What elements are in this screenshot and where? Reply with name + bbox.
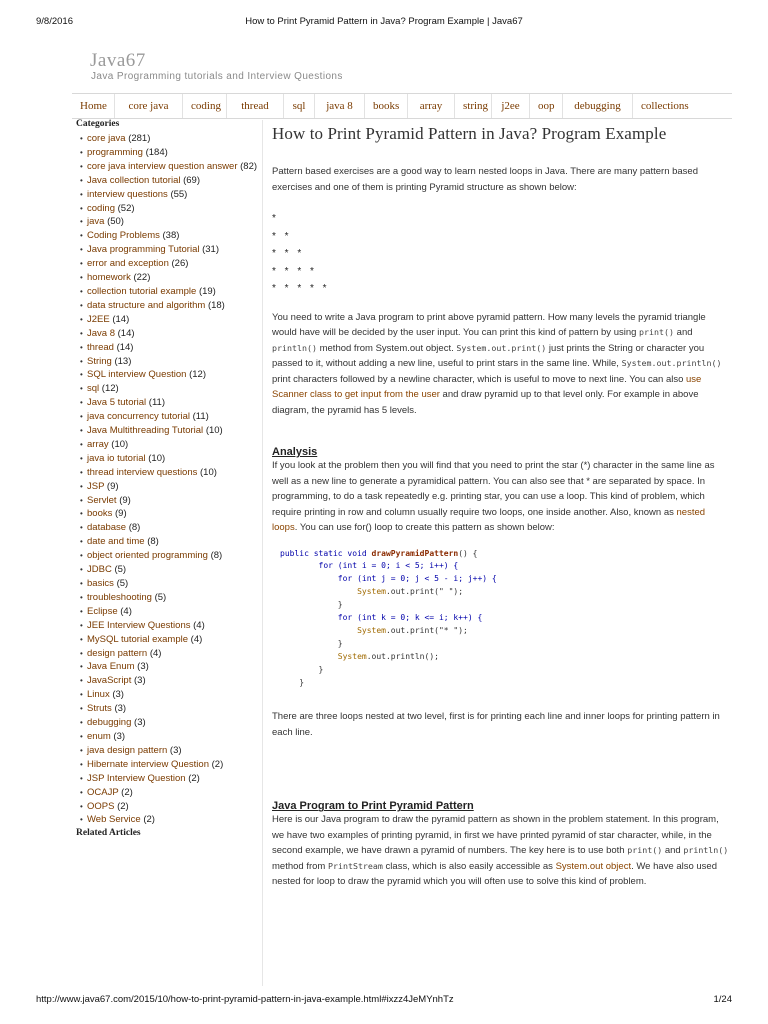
category-item (80, 174, 262, 188)
system-out-link[interactable]: System.out object (555, 860, 632, 872)
code-line: System.out.print(" "); (357, 587, 464, 597)
category-link[interactable]: error and exception (87, 258, 169, 270)
category-count: (8) (210, 550, 223, 562)
bullet-icon: • (80, 259, 83, 269)
category-item (80, 229, 262, 243)
nav-thread[interactable]: thread (227, 94, 284, 118)
category-count: (11) (192, 411, 209, 423)
nav-oop[interactable]: oop (530, 94, 563, 118)
category-link[interactable]: thread (87, 341, 114, 353)
category-link[interactable]: interview questions (87, 188, 168, 200)
category-item (80, 313, 262, 327)
code-block (272, 548, 732, 690)
category-link[interactable]: Hibernate interview Question (87, 758, 209, 770)
bullet-icon: • (80, 662, 83, 672)
category-item (80, 800, 262, 814)
analysis-heading: Analysis (272, 446, 318, 458)
category-link[interactable]: java concurrency tutorial (87, 411, 190, 423)
category-count: (14) (117, 327, 135, 339)
category-list (72, 132, 262, 827)
bullet-icon: • (80, 161, 83, 171)
intro-paragraph: Pattern based exercises are a good way to learn nested loops in Java. There are many pattern based exercises and one of them is printing Pyramid structure as shown below: (272, 166, 698, 193)
category-link[interactable]: date and time (87, 536, 145, 548)
bullet-icon: • (80, 453, 83, 463)
category-item (80, 271, 262, 285)
bullet-icon: • (80, 356, 83, 366)
nav-home[interactable]: Home (72, 94, 115, 118)
bullet-icon: • (80, 481, 83, 491)
bullet-icon: • (80, 523, 83, 533)
category-link[interactable]: homework (87, 272, 131, 284)
bullet-icon: • (80, 300, 83, 310)
category-link[interactable]: Coding Problems (87, 230, 160, 242)
code-line: for (int j = 0; j < 5 - i; j++) { (280, 574, 497, 584)
category-item (80, 341, 262, 355)
bullet-icon: • (80, 495, 83, 505)
bullet-icon: • (80, 134, 83, 143)
category-item (80, 507, 262, 521)
category-count: (9) (119, 494, 131, 506)
category-item (80, 368, 262, 382)
code-line: for (int k = 0; k <= i; k++) { (280, 613, 483, 623)
category-link[interactable]: J2EE (87, 313, 110, 325)
category-count: (22) (133, 272, 151, 284)
inline-code: System.out.println() (621, 358, 722, 368)
bullet-icon: • (80, 467, 83, 477)
print-page-number: 1/24 (713, 994, 732, 1005)
scanner-input-link[interactable]: use Scanner class to get input from the user (272, 373, 702, 400)
category-count: (3) (134, 675, 146, 687)
category-count: (26) (171, 258, 189, 270)
code-line: public static void drawPyramidPattern() { (280, 548, 478, 558)
explanation-paragraph: You need to write a Java program to print above pyramid pattern. How many levels the pyramid triangle would have will be decided by the user input. You can print this kind of pattern by using print() and println() method from System.out object. System.out.print() just prints the String or character you passed to it, without adding a new line, useful to print stars in the same line. While, System.out.println() print characters followed by a newline character, which is useful to move to next line. You can also use Scanner class to get input from the user and draw pyramid up to that level only. For example in above diagram, the pyramid has 5 levels. (272, 311, 722, 416)
category-item (80, 577, 262, 591)
category-item (80, 674, 262, 688)
category-link[interactable]: Java programming Tutorial (87, 244, 200, 256)
category-item (80, 257, 262, 271)
star-row: * * * * (272, 265, 317, 277)
category-item (80, 563, 262, 577)
category-count: (2) (121, 786, 133, 798)
nested-loops-link[interactable]: nested loops (272, 506, 706, 533)
category-link[interactable]: JavaScript (87, 675, 132, 687)
category-link[interactable]: java (87, 216, 105, 228)
bullet-icon: • (80, 217, 83, 227)
category-count: (14) (112, 313, 130, 325)
bullet-icon: • (80, 773, 83, 783)
star-row: * * * (272, 248, 305, 259)
category-link[interactable]: Eclipse (87, 605, 118, 617)
category-count: (184) (145, 146, 168, 158)
category-link[interactable]: design pattern (87, 647, 148, 659)
star-pyramid (272, 210, 732, 298)
category-item (80, 382, 262, 396)
category-count: (18) (207, 299, 225, 311)
category-link[interactable]: core java interview question answer (87, 160, 238, 172)
main-nav (72, 93, 732, 119)
bullet-icon: • (80, 815, 83, 825)
bullet-icon: • (80, 718, 83, 728)
inline-code: println() (272, 342, 317, 353)
bullet-icon: • (80, 245, 83, 255)
bullet-icon: • (80, 801, 83, 811)
category-link[interactable]: collection tutorial example (87, 285, 197, 297)
bullet-icon: • (80, 231, 83, 241)
nav-collections[interactable]: collections (641, 100, 689, 112)
bullet-icon: • (80, 384, 83, 394)
bullet-icon: • (80, 147, 83, 157)
category-item (80, 688, 262, 702)
bullet-icon: • (80, 648, 83, 658)
bullet-icon: • (80, 704, 83, 714)
nav-string[interactable]: string (455, 94, 492, 118)
nav-array[interactable]: array (408, 94, 455, 118)
code-line: System.out.println(); (337, 651, 439, 661)
category-count: (3) (134, 717, 146, 729)
category-item (80, 146, 262, 160)
category-count: (10) (200, 466, 217, 478)
category-link[interactable]: troubleshooting (87, 591, 152, 603)
bullet-icon: • (80, 175, 83, 185)
category-count: (5) (116, 578, 129, 589)
category-link[interactable]: programming (87, 146, 143, 158)
category-link[interactable]: JDBC (87, 564, 112, 576)
nav-sql[interactable]: sql (284, 94, 315, 118)
category-link[interactable]: Java collection tutorial (87, 174, 181, 186)
bullet-icon: • (80, 606, 83, 616)
category-item (80, 605, 262, 619)
category-count: (11) (148, 397, 165, 409)
category-count: (5) (154, 591, 167, 603)
category-count: (8) (128, 522, 141, 534)
bullet-icon: • (80, 426, 83, 436)
category-link[interactable]: Java 5 tutorial (87, 397, 147, 409)
category-item (80, 215, 262, 229)
star-row: * * (272, 230, 292, 242)
category-item (80, 424, 262, 438)
bullet-icon: • (80, 745, 83, 755)
category-count: (10) (205, 425, 223, 437)
category-count: (2) (143, 814, 155, 826)
code-line: System.out.print("* "); (357, 625, 468, 635)
category-item (80, 660, 262, 674)
bullet-icon: • (80, 412, 83, 422)
category-item (80, 716, 262, 730)
code-line: } (280, 638, 343, 648)
category-count: (9) (115, 508, 127, 520)
bullet-icon: • (80, 551, 83, 561)
category-count: (12) (189, 369, 206, 381)
category-count: (69) (183, 174, 201, 186)
category-item (80, 202, 262, 216)
category-item (80, 549, 262, 563)
category-item (80, 772, 262, 786)
category-count: (14) (116, 341, 134, 353)
category-link[interactable]: SQL interview Question (87, 369, 187, 381)
star-row: * (272, 213, 279, 224)
category-link[interactable]: java design pattern (87, 744, 168, 756)
bullet-icon: • (80, 370, 83, 380)
code-line: } (280, 600, 343, 610)
analysis-paragraph: If you look at the problem then you will find that you need to print the star (*) character in the same line as well as a new line to generate a pyramidical pattern. You can also see that * are separated by space. In programming, to do a task repeatedly e.g. printing star, you can use a loop. This kind of problem, which require printing in row and column usually require two loops, one inside another. Also, known as nested loops. You can use for() loop to create this pattern as shown below: (272, 460, 715, 533)
category-link[interactable]: thread interview questions (87, 466, 198, 478)
category-link[interactable]: basics (87, 578, 114, 589)
category-count: (10) (148, 452, 166, 464)
category-item (80, 452, 262, 466)
category-link[interactable]: array (87, 438, 109, 450)
bullet-icon: • (80, 314, 83, 324)
category-count: (38) (162, 230, 180, 242)
category-count: (10) (111, 438, 129, 450)
post-content (272, 124, 732, 890)
category-link[interactable]: Java Enum (87, 661, 135, 673)
category-link[interactable]: JSP (87, 480, 105, 492)
bullet-icon: • (80, 203, 83, 213)
category-count: (19) (198, 285, 216, 297)
inline-code: print() (627, 845, 663, 856)
category-link[interactable]: java io tutorial (87, 452, 146, 464)
print-date: 9/8/2016 (36, 16, 73, 27)
program-heading: Java Program to Print Pyramid Pattern (272, 800, 474, 813)
site-title[interactable]: Java67 (90, 50, 146, 71)
sidebar-divider (262, 120, 263, 986)
bullet-icon: • (80, 565, 83, 575)
category-count: (4) (193, 619, 205, 631)
category-item (80, 591, 262, 605)
category-count: (2) (188, 772, 200, 784)
category-link[interactable]: core java (87, 133, 126, 144)
post-title: How to Print Pyramid Pattern in Java? Program Example (272, 124, 667, 143)
category-link[interactable]: Linux (87, 689, 110, 701)
category-item (80, 299, 262, 313)
category-count: (281) (128, 133, 151, 144)
category-link[interactable]: Servlet (87, 494, 117, 506)
category-count: (50) (107, 216, 124, 228)
category-count: (55) (170, 188, 188, 200)
bullet-icon: • (80, 509, 83, 519)
category-count: (5) (114, 564, 127, 576)
category-count: (3) (114, 703, 127, 715)
category-link[interactable]: OOPS (87, 800, 115, 812)
loops-paragraph: There are three loops nested at two level, first is for printing each line and inner loops for printing pattern in each line. (272, 711, 720, 738)
category-item (80, 702, 262, 716)
category-count: (4) (190, 633, 203, 645)
bullet-icon: • (80, 592, 83, 602)
site-description: Java Programming tutorials and Interview Questions (91, 71, 343, 82)
category-count: (82) (240, 160, 258, 172)
bullet-icon: • (80, 286, 83, 296)
categories-heading: Categories (76, 119, 120, 129)
category-link[interactable]: Java Multithreading Tutorial (87, 425, 204, 437)
bullet-icon: • (80, 634, 83, 644)
category-item (80, 438, 262, 452)
category-item (80, 285, 262, 299)
category-item (80, 466, 262, 480)
inline-code: System.out.print() (456, 342, 547, 353)
category-count: (4) (149, 647, 162, 659)
category-link[interactable]: books (87, 508, 113, 520)
category-item (80, 633, 262, 647)
category-count: (12) (101, 383, 119, 395)
category-count: (31) (202, 244, 220, 256)
nav-java-8[interactable]: java 8 (315, 94, 365, 118)
star-row: * * * * * (272, 283, 330, 294)
category-link[interactable]: OCAJP (87, 786, 119, 798)
bullet-icon: • (80, 328, 83, 338)
code-line: for (int i = 0; i < 5; i++) { (280, 561, 459, 571)
category-item (80, 521, 262, 535)
bullet-icon: • (80, 398, 83, 408)
bullet-icon: • (80, 189, 83, 199)
category-item (80, 744, 262, 758)
category-count: (2) (117, 800, 129, 812)
inline-code: PrintStream (327, 860, 383, 871)
bullet-icon: • (80, 620, 83, 630)
bullet-icon: • (80, 787, 83, 797)
bullet-icon: • (80, 537, 83, 547)
bullet-icon: • (80, 690, 83, 700)
category-item (80, 535, 262, 549)
category-link[interactable]: database (87, 522, 127, 534)
category-item (80, 494, 262, 508)
category-link[interactable]: enum (87, 730, 111, 742)
category-link[interactable]: object oriented programming (87, 550, 208, 562)
category-item (80, 813, 262, 827)
category-link[interactable]: Struts (87, 703, 112, 715)
inline-code: print() (639, 327, 675, 337)
category-item (80, 188, 262, 202)
category-item (80, 730, 262, 744)
category-item (80, 355, 262, 369)
category-link[interactable]: debugging (87, 717, 132, 729)
category-item (80, 327, 262, 341)
category-link[interactable]: data structure and algorithm (87, 299, 206, 311)
bullet-icon: • (80, 731, 83, 741)
category-count: (3) (113, 730, 126, 742)
related-articles-heading: Related Articles (76, 828, 141, 839)
inline-code: println() (683, 845, 729, 856)
category-item (80, 786, 262, 800)
category-item (80, 758, 262, 772)
category-count: (4) (120, 605, 132, 617)
bullet-icon: • (80, 273, 83, 283)
nav-j2ee[interactable]: j2ee (492, 94, 530, 118)
nav-core-java[interactable]: core java (115, 94, 183, 118)
category-item (80, 410, 262, 424)
print-page-title: How to Print Pyramid Pattern in Java? Program Example | Java67 (245, 16, 523, 27)
category-item (80, 480, 262, 494)
category-count: (8) (147, 536, 159, 548)
category-link[interactable]: sql (87, 383, 100, 395)
category-count: (2) (211, 758, 224, 770)
category-link[interactable]: String (87, 355, 112, 367)
category-count: (9) (106, 480, 119, 492)
nav-coding[interactable]: coding (183, 94, 227, 118)
category-link[interactable]: Web Service (87, 814, 141, 826)
bullet-icon: • (80, 759, 83, 769)
category-item (80, 160, 262, 174)
category-count: (52) (117, 202, 135, 214)
category-link[interactable]: JEE Interview Questions (87, 619, 191, 631)
category-item (80, 243, 262, 257)
sidebar (72, 119, 262, 841)
category-link[interactable]: Java 8 (87, 327, 115, 339)
category-count: (3) (137, 661, 149, 673)
category-item (80, 647, 262, 661)
bullet-icon: • (80, 579, 83, 588)
category-count: (13) (114, 355, 132, 367)
program-paragraph: Here is our Java program to draw the pyramid pattern as shown in the problem statement. In this program, we have two examples of printing pyramid, in first we have printed pyramid of star character, while, in the second example, we have drawn a pyramid of numbers. The key here is to use both print() and println() method from PrintStream class, which is also easily accessible as System.out object. We have also used nested for loop to draw the pyramid which you will often use to solve this kind of problem. (272, 814, 729, 888)
bullet-icon: • (80, 676, 83, 686)
bullet-icon: • (80, 439, 83, 449)
category-count: (3) (169, 744, 182, 756)
category-item (80, 132, 262, 146)
bullet-icon: • (80, 342, 83, 352)
code-line: } (280, 677, 305, 687)
nav-books[interactable]: books (365, 94, 408, 118)
category-item (80, 619, 262, 633)
code-line: } (280, 664, 324, 674)
nav-debugging[interactable]: debugging (563, 94, 633, 118)
category-item (80, 396, 262, 410)
category-link[interactable]: MySQL tutorial example (87, 633, 189, 645)
category-link[interactable]: JSP Interview Question (87, 772, 186, 784)
print-url: http://www.java67.com/2015/10/how-to-print-pyramid-pattern-in-java-example.html#ixzz4JeMYnhTz (36, 994, 454, 1005)
category-count: (3) (112, 689, 124, 701)
category-link[interactable]: coding (87, 202, 115, 214)
